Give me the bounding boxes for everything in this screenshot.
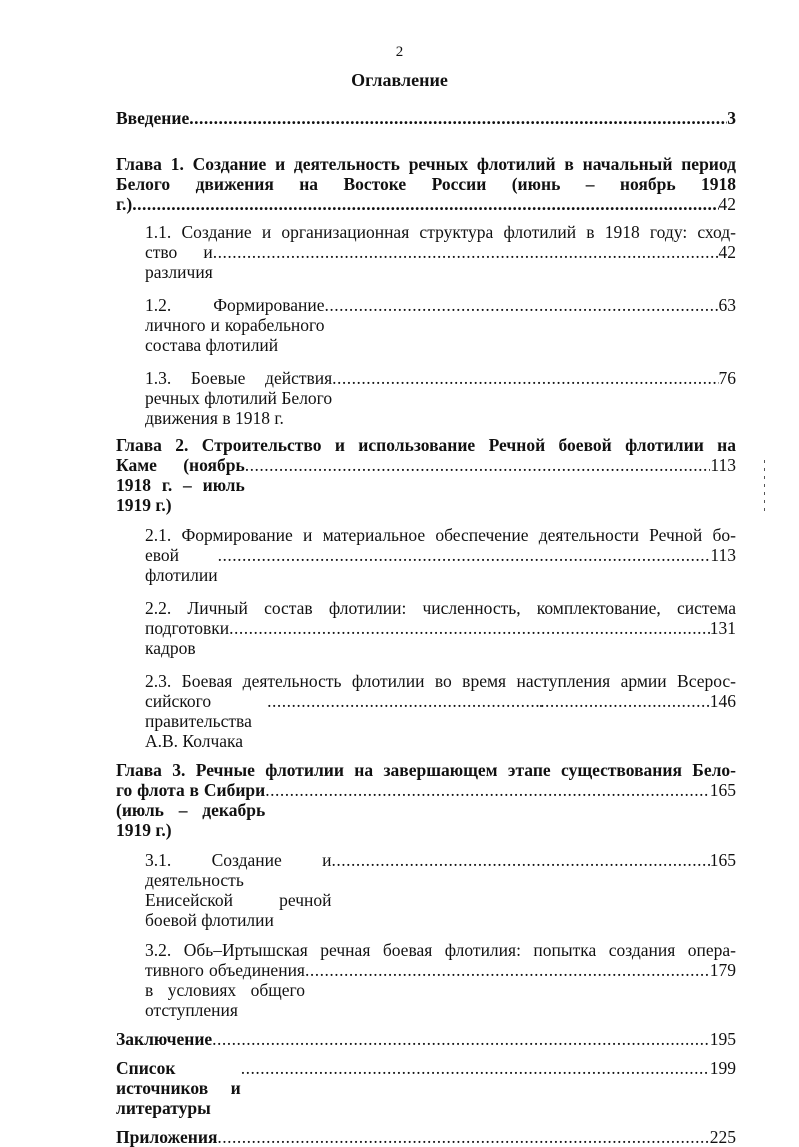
leader-dots xyxy=(332,368,718,388)
toc-entry-line: 2.2. Личный состав флотилии: численность, комплектование, система xyxy=(145,598,736,618)
toc-entry-text: подготовки кадров xyxy=(145,618,230,658)
toc-page-number: 42 xyxy=(718,194,736,214)
leader-dots xyxy=(332,850,710,870)
leader-dots xyxy=(245,455,711,475)
toc-page-number: 76 xyxy=(718,368,736,388)
toc-page-number: 179 xyxy=(709,960,736,980)
toc-title: Оглавление xyxy=(351,70,448,90)
leader-dots xyxy=(265,780,710,800)
toc-entry-line: Глава 1. Создание и деятельность речных флотилий в начальный период xyxy=(116,154,736,174)
toc-entry-line: 2.1. Формирование и материальное обеспечение деятельности Речной бо- xyxy=(145,525,736,545)
leader-dots xyxy=(267,691,710,711)
toc-entry-text: сийского правительства А.В. Колчака xyxy=(145,691,252,751)
toc-entry-section-2-1[interactable] xyxy=(145,525,736,585)
leader-dots xyxy=(212,1029,710,1049)
toc-entry-line: Белого движения на Востоке России (июнь – ноябрь 1918 xyxy=(116,174,736,194)
leader-dots xyxy=(189,108,727,128)
toc-entry-introduction[interactable] xyxy=(116,108,736,128)
toc-entry-appendices[interactable] xyxy=(116,1127,736,1147)
toc-entry-section-3-2[interactable] xyxy=(145,940,736,1020)
toc-page-number: 113 xyxy=(710,545,736,565)
table-of-contents xyxy=(116,108,736,1147)
page-number: 2 xyxy=(395,44,404,60)
leader-dots xyxy=(229,618,710,638)
toc-page-number: 146 xyxy=(709,691,736,711)
toc-page-number: 199 xyxy=(709,1058,736,1078)
toc-entry-section-1-3[interactable] xyxy=(145,368,736,428)
scan-margin-mark xyxy=(764,460,766,520)
toc-entry-text: Список источников и литературы xyxy=(116,1058,241,1118)
toc-entry-text: Каме (ноябрь 1918 г. – июль 1919 г.) xyxy=(116,455,245,515)
toc-entry-text: Заключение xyxy=(116,1029,213,1049)
toc-entry-section-2-2[interactable] xyxy=(145,598,736,658)
toc-entry-text: Введение xyxy=(116,108,190,128)
toc-entry-text: ство и различия xyxy=(145,242,213,282)
toc-page-number: 63 xyxy=(718,295,736,315)
leader-dots xyxy=(218,545,711,565)
toc-entry-conclusion[interactable] xyxy=(116,1029,736,1049)
toc-entry-text: г.) xyxy=(116,194,133,214)
toc-entry-chapter-1[interactable] xyxy=(116,154,736,214)
toc-entry-text: тивного объединения в условиях общего отступления xyxy=(145,960,305,1020)
scan-speck xyxy=(540,705,542,707)
toc-entry-chapter-2[interactable] xyxy=(116,435,736,515)
toc-entry-text: 1.3. Боевые действия речных флотилий Белого движения в 1918 г. xyxy=(145,368,333,428)
toc-entry-line: Глава 3. Речные флотилии на завершающем этапе существования Бело- xyxy=(116,760,736,780)
toc-page-number: 165 xyxy=(709,850,736,870)
toc-entry-section-3-1[interactable] xyxy=(145,850,736,930)
toc-page-number: 225 xyxy=(709,1127,736,1147)
toc-entry-line: 2.3. Боевая деятельность флотилии во время наступления армии Всерос- xyxy=(145,671,736,691)
toc-entry-text: Приложения xyxy=(116,1127,218,1147)
toc-entry-text: евой флотилии xyxy=(145,545,218,585)
leader-dots xyxy=(325,295,719,315)
toc-entry-section-1-2[interactable] xyxy=(145,295,736,355)
toc-entry-line: Глава 2. Строительство и использование Речной боевой флотилии на xyxy=(116,435,736,455)
toc-page-number: 195 xyxy=(709,1029,736,1049)
leader-dots xyxy=(213,242,719,262)
toc-page-number: 3 xyxy=(727,108,736,128)
toc-page-number: 113 xyxy=(710,455,736,475)
leader-dots xyxy=(132,194,718,214)
leader-dots xyxy=(241,1058,710,1078)
toc-entry-section-2-3[interactable] xyxy=(145,671,736,751)
leader-dots xyxy=(305,960,710,980)
toc-entry-chapter-3[interactable] xyxy=(116,760,736,840)
toc-entry-section-1-1[interactable] xyxy=(145,222,736,282)
toc-entry-line: 3.2. Обь–Иртышская речная боевая флотилия: попытка создания опера- xyxy=(145,940,736,960)
toc-entry-text: 1.2. Формирование личного и корабельного состава флотилий xyxy=(145,295,325,355)
leader-dots xyxy=(217,1127,709,1147)
toc-entry-line: 1.1. Создание и организационная структура флотилий в 1918 году: сход- xyxy=(145,222,736,242)
toc-entry-text: 3.1. Создание и деятельность Енисейской речной боевой флотилии xyxy=(145,850,332,930)
toc-page-number: 42 xyxy=(718,242,736,262)
toc-page-number: 165 xyxy=(709,780,736,800)
toc-page-number: 131 xyxy=(709,618,736,638)
toc-entry-text: го флота в Сибири (июль – декабрь 1919 г.) xyxy=(116,780,266,840)
toc-entry-bibliography[interactable] xyxy=(116,1058,736,1118)
